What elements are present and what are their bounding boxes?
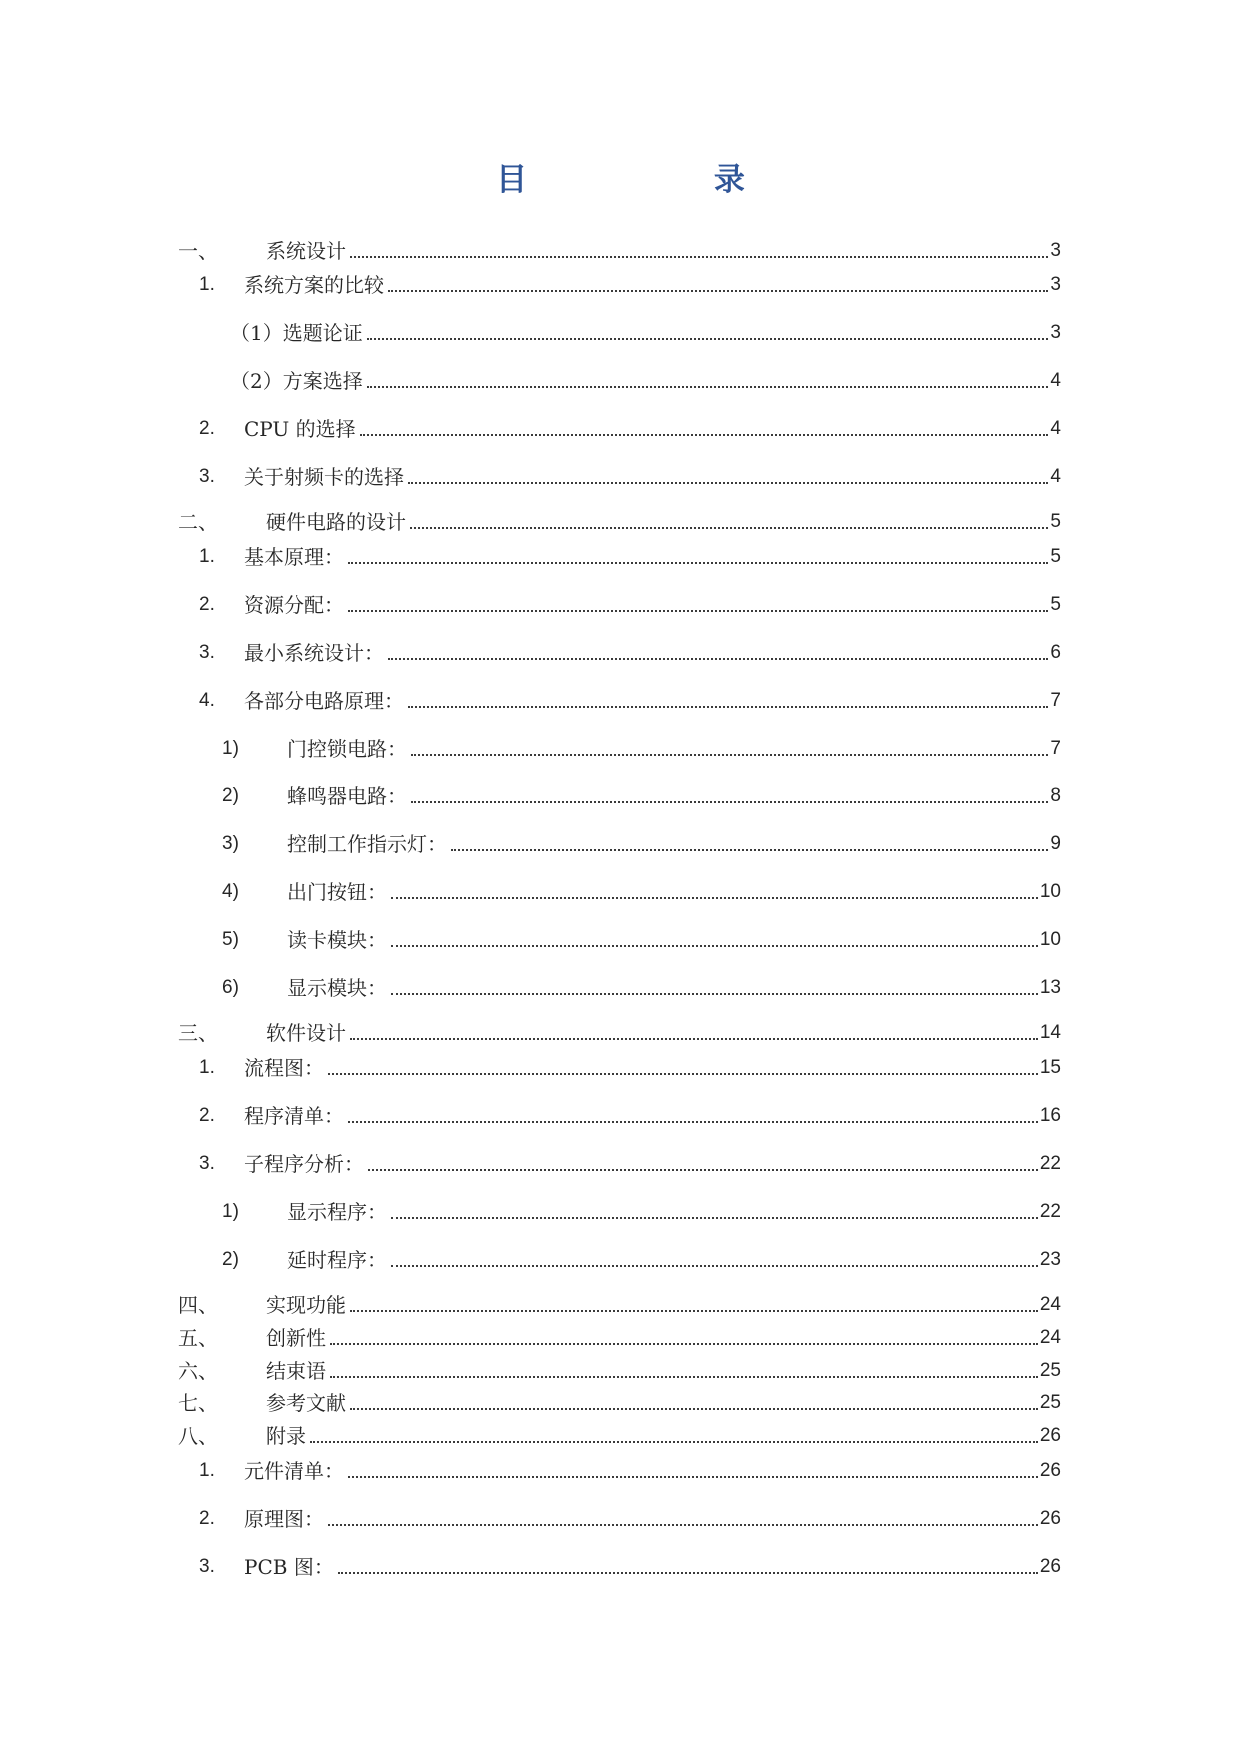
toc-entry-number: 2. xyxy=(199,1508,215,1529)
toc-dot-leader xyxy=(367,386,1049,388)
toc-dot-leader xyxy=(368,1169,1038,1171)
toc-entry-label: 实现功能 xyxy=(266,1293,346,1317)
toc-entry-page-number: 10 xyxy=(1039,929,1061,950)
toc-entry-page-number: 24 xyxy=(1039,1294,1061,1315)
toc-entry-page-number: 7 xyxy=(1050,690,1061,711)
toc-entry-page-number: 14 xyxy=(1039,1022,1061,1043)
toc-entry[interactable] xyxy=(178,1291,1061,1319)
toc-dot-leader xyxy=(388,290,1048,292)
toc-entry-number: 1. xyxy=(199,274,215,295)
toc-entry-page-number: 3 xyxy=(1050,322,1061,343)
toc-entry[interactable] xyxy=(199,415,1061,443)
toc-entry-page-number: 26 xyxy=(1039,1556,1061,1577)
toc-dot-leader xyxy=(391,897,1038,899)
toc-dot-leader xyxy=(348,1121,1038,1123)
toc-entry-label: 系统设计 xyxy=(266,239,346,263)
toc-entry-label: 附录 xyxy=(266,1424,306,1448)
toc-entry[interactable] xyxy=(222,830,1061,858)
toc-entry-label: 创新性 xyxy=(266,1326,326,1350)
toc-entry-page-number: 22 xyxy=(1039,1201,1061,1222)
toc-entry-label: 资源分配： xyxy=(244,593,344,617)
toc-entry-number: 1. xyxy=(199,546,215,567)
toc-entry-page-number: 24 xyxy=(1039,1327,1061,1348)
toc-entry-number: 4) xyxy=(222,881,239,902)
toc-entry[interactable] xyxy=(199,1505,1061,1533)
toc-entry[interactable] xyxy=(199,1457,1061,1485)
toc-dot-leader xyxy=(391,945,1038,947)
toc-entry-number: （2） xyxy=(230,369,283,393)
toc-entry-label: 各部分电路原理： xyxy=(244,689,404,713)
toc-entry-label: 参考文献 xyxy=(266,1391,346,1415)
toc-entry[interactable] xyxy=(178,1019,1061,1047)
toc-dot-leader xyxy=(388,658,1048,660)
toc-entry[interactable] xyxy=(178,508,1061,536)
toc-dot-leader xyxy=(348,610,1048,612)
toc-entry-page-number: 23 xyxy=(1039,1249,1061,1270)
toc-entry[interactable] xyxy=(222,926,1061,954)
toc-entry-label: 控制工作指示灯： xyxy=(287,832,447,856)
toc-entry[interactable] xyxy=(178,1357,1061,1385)
toc-title: 目 录 xyxy=(496,162,833,198)
toc-entry-label: 门控锁电路： xyxy=(287,737,407,761)
toc-entry-number: 五、 xyxy=(178,1326,218,1350)
toc-entry[interactable] xyxy=(199,1553,1061,1581)
toc-entry[interactable] xyxy=(178,237,1061,265)
toc-entry-page-number: 26 xyxy=(1039,1425,1061,1446)
toc-entry-page-number: 3 xyxy=(1050,274,1061,295)
toc-dot-leader xyxy=(330,1343,1038,1345)
toc-dot-leader xyxy=(328,1073,1038,1075)
toc-entry-number: 六、 xyxy=(178,1359,218,1383)
toc-entry[interactable] xyxy=(199,543,1061,571)
toc-dot-leader xyxy=(328,1524,1038,1526)
toc-dot-leader xyxy=(391,1265,1038,1267)
toc-entry-page-number: 4 xyxy=(1050,370,1061,391)
toc-entry-page-number: 25 xyxy=(1039,1360,1061,1381)
toc-entry-number: 3) xyxy=(222,833,239,854)
toc-entry[interactable] xyxy=(222,735,1061,763)
toc-entry-page-number: 16 xyxy=(1039,1105,1061,1126)
toc-entry[interactable] xyxy=(199,687,1061,715)
toc-entry[interactable] xyxy=(222,974,1061,1002)
toc-entry-label: 流程图： xyxy=(244,1056,324,1080)
toc-entry-number: 6) xyxy=(222,977,239,998)
toc-entry[interactable] xyxy=(230,367,1061,395)
toc-entry-number: 2) xyxy=(222,785,239,806)
toc-entry[interactable] xyxy=(199,271,1061,299)
toc-entry-page-number: 5 xyxy=(1050,594,1061,615)
toc-entry-label: 程序清单： xyxy=(244,1104,344,1128)
toc-entry[interactable] xyxy=(230,319,1061,347)
toc-dot-leader xyxy=(338,1572,1038,1574)
toc-entry-label: 元件清单： xyxy=(244,1459,344,1483)
toc-entry-number: （1） xyxy=(230,321,283,345)
toc-entry-label: 显示程序： xyxy=(287,1200,387,1224)
toc-entry-number: 2. xyxy=(199,1105,215,1126)
toc-entry-page-number: 5 xyxy=(1050,511,1061,532)
toc-dot-leader xyxy=(350,256,1048,258)
toc-entry-label: 读卡模块： xyxy=(287,928,387,952)
toc-entry-page-number: 10 xyxy=(1039,881,1061,902)
toc-entry-label: CPU 的选择 xyxy=(244,417,356,441)
toc-entry-number: 一、 xyxy=(178,239,218,263)
toc-entry-number: 2) xyxy=(222,1249,239,1270)
toc-entry[interactable] xyxy=(178,1389,1061,1417)
toc-dot-leader xyxy=(391,993,1038,995)
toc-entry-label: 显示模块： xyxy=(287,976,387,1000)
toc-entry-label: 系统方案的比较 xyxy=(244,273,384,297)
toc-dot-leader xyxy=(451,849,1048,851)
toc-entry-label: 出门按钮： xyxy=(287,880,387,904)
toc-dot-leader xyxy=(348,562,1048,564)
toc-dot-leader xyxy=(367,338,1049,340)
toc-entry[interactable] xyxy=(199,639,1061,667)
toc-dot-leader xyxy=(411,801,1048,803)
toc-entry-page-number: 8 xyxy=(1050,785,1061,806)
toc-entry-label: 延时程序： xyxy=(287,1248,387,1272)
toc-entry-number: 1) xyxy=(222,738,239,759)
toc-entry-label: 软件设计 xyxy=(266,1021,346,1045)
toc-entry-number: 3. xyxy=(199,466,215,487)
toc-entry-number: 二、 xyxy=(178,510,218,534)
toc-entry-page-number: 15 xyxy=(1039,1057,1061,1078)
toc-dot-leader xyxy=(410,527,1048,529)
toc-entry-label: 硬件电路的设计 xyxy=(266,510,406,534)
toc-entry-number: 1) xyxy=(222,1201,239,1222)
toc-entry-label: 子程序分析： xyxy=(244,1152,364,1176)
toc-entry-label: 蜂鸣器电路： xyxy=(287,784,407,808)
toc-entry-page-number: 5 xyxy=(1050,546,1061,567)
toc-entry[interactable] xyxy=(222,1246,1061,1274)
toc-entry-number: 2. xyxy=(199,418,215,439)
toc-entry[interactable] xyxy=(199,1054,1061,1082)
toc-dot-leader xyxy=(350,1038,1038,1040)
toc-entry[interactable] xyxy=(199,1102,1061,1130)
toc-dot-leader xyxy=(408,482,1048,484)
toc-entry-page-number: 25 xyxy=(1039,1392,1061,1413)
toc-dot-leader xyxy=(411,754,1048,756)
toc-entry-page-number: 6 xyxy=(1050,642,1061,663)
toc-entry-label: 原理图： xyxy=(244,1507,324,1531)
toc-dot-leader xyxy=(310,1441,1038,1443)
toc-entry-page-number: 4 xyxy=(1050,466,1061,487)
toc-entry-page-number: 26 xyxy=(1039,1508,1061,1529)
toc-entry-page-number: 3 xyxy=(1050,240,1061,261)
toc-dot-leader xyxy=(348,1476,1038,1478)
toc-entry-page-number: 26 xyxy=(1039,1460,1061,1481)
toc-entry[interactable] xyxy=(222,782,1061,810)
toc-entry-number: 八、 xyxy=(178,1424,218,1448)
toc-entry[interactable] xyxy=(199,463,1061,491)
toc-entry[interactable] xyxy=(199,1150,1061,1178)
toc-entry-number: 1. xyxy=(199,1460,215,1481)
toc-entry[interactable] xyxy=(222,878,1061,906)
toc-dot-leader xyxy=(391,1217,1038,1219)
toc-entry-number: 四、 xyxy=(178,1293,218,1317)
toc-entry-label: 结束语 xyxy=(266,1359,326,1383)
toc-entry-number: 5) xyxy=(222,929,239,950)
toc-entry-number: 七、 xyxy=(178,1391,218,1415)
toc-entry-number: 3. xyxy=(199,1556,215,1577)
toc-entry-page-number: 7 xyxy=(1050,738,1061,759)
toc-dot-leader xyxy=(350,1408,1038,1410)
toc-entry-number: 2. xyxy=(199,594,215,615)
toc-entry-page-number: 4 xyxy=(1050,418,1061,439)
toc-dot-leader xyxy=(408,706,1048,708)
toc-entry-label: 选题论证 xyxy=(282,321,363,345)
toc-entry-label: 关于射频卡的选择 xyxy=(244,465,404,489)
toc-dot-leader xyxy=(330,1376,1038,1378)
toc-entry-number: 3. xyxy=(199,1153,215,1174)
toc-entry-label: 基本原理： xyxy=(244,545,344,569)
toc-entry-number: 4. xyxy=(199,690,215,711)
toc-entry[interactable] xyxy=(178,1324,1061,1352)
toc-entry-label: PCB 图： xyxy=(244,1555,334,1579)
toc-dot-leader xyxy=(350,1310,1038,1312)
toc-dot-leader xyxy=(360,434,1049,436)
toc-entry-number: 3. xyxy=(199,642,215,663)
toc-entry-number: 1. xyxy=(199,1057,215,1078)
toc-entry-page-number: 13 xyxy=(1039,977,1061,998)
toc-entry-number: 三、 xyxy=(178,1021,218,1045)
toc-entry-label: 方案选择 xyxy=(282,369,363,393)
toc-entry-label: 最小系统设计： xyxy=(244,641,384,665)
toc-entry[interactable] xyxy=(222,1198,1061,1226)
toc-entry-page-number: 9 xyxy=(1050,833,1061,854)
toc-entry[interactable] xyxy=(178,1422,1061,1450)
toc-entry[interactable] xyxy=(199,591,1061,619)
toc-entry-page-number: 22 xyxy=(1039,1153,1061,1174)
